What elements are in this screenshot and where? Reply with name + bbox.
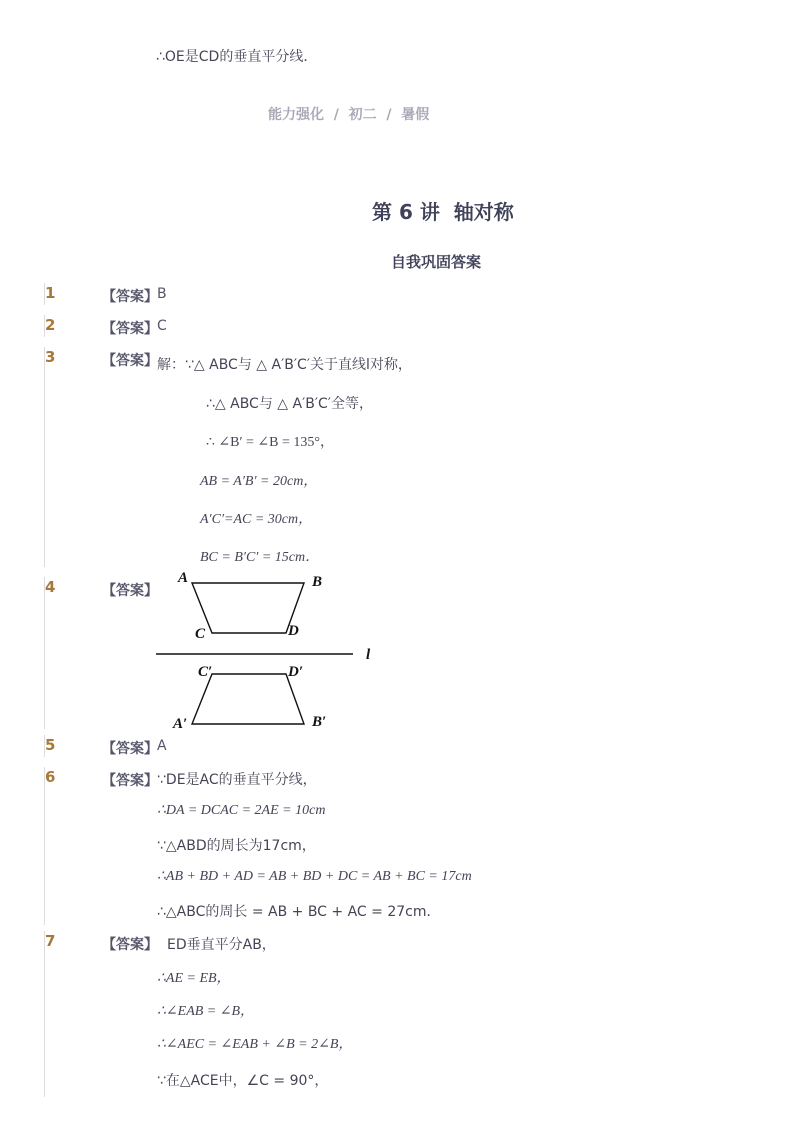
answer-tag: 【答案】 [102, 353, 158, 369]
solution-line: ED垂直平分AB， [167, 937, 276, 953]
solution-line: ∵在△ACE中，∠C = 90°， [157, 1073, 329, 1089]
vertex-label-d-prime: D′ [288, 664, 304, 680]
top-line: ∴OE是CD的垂直平分线． [156, 49, 318, 65]
solution-line: ∵DE是AC的垂直平分线， [157, 772, 317, 788]
solution-line: ∴AB + BD + AD = AB + BD + DC = AB + BC = 17cm [157, 869, 472, 884]
answer-text: A [157, 738, 167, 754]
item-number: 3 [45, 348, 56, 366]
answer-tag: 【答案】 [102, 289, 158, 305]
item-number: 6 [45, 768, 56, 786]
margin-rule [44, 577, 45, 729]
solution-line: AB = A′B′ = 20cm， [200, 474, 318, 489]
trapezoid-reflected [192, 674, 304, 724]
margin-rule [44, 931, 45, 1097]
vertex-label-a: A [178, 570, 189, 586]
margin-rule [44, 347, 45, 567]
vertex-label-b: B [312, 574, 323, 590]
answer-tag: 【答案】 [102, 321, 158, 337]
solution-line: ∴∠EAB = ∠B， [157, 1004, 255, 1019]
solution-line: ∴DA = DCAC = 2AE = 10cm [157, 803, 326, 818]
item-number: 7 [45, 932, 56, 950]
answer-text: C [157, 318, 167, 334]
answer-tag: 【答案】 [102, 741, 158, 757]
item-number: 2 [45, 316, 56, 334]
answer-tag: 【答案】 [102, 583, 158, 599]
vertex-label-c: C [195, 626, 206, 642]
vertex-label-a-prime: A′ [173, 716, 188, 732]
section-title: 自我巩固答案 [391, 253, 482, 271]
chapter-title: 第 6 讲 轴对称 [372, 200, 514, 224]
answer-tag: 【答案】 [102, 937, 158, 953]
vertex-label-c-prime: C′ [198, 664, 213, 680]
solution-line: BC = B′C′ = 15cm． [200, 550, 320, 565]
solution-line: A′C′=AC = 30cm， [200, 512, 313, 527]
solution-line: ∴AE = EB， [157, 971, 231, 986]
solution-line: ∴ ∠B′ = ∠B = 135°， [206, 435, 334, 450]
item-number: 4 [45, 578, 56, 596]
vertex-label-d: D [288, 623, 299, 639]
solution-line: ∵△ABD的周长为17cm， [157, 838, 316, 854]
solution-line: ∴∠AEC = ∠EAB + ∠B = 2∠B， [157, 1037, 353, 1052]
answer-text: B [157, 286, 167, 302]
vertex-label-b-prime: B′ [312, 714, 327, 730]
solution-line: 解：∵△ ABC与 △ A′B′C′关于直线l对称， [157, 357, 412, 373]
solution-line: ∴△ABC的周长 = AB + BC + AC = 27cm． [157, 904, 441, 920]
solution-line: ∴△ ABC与 △ A′B′C′全等， [206, 396, 373, 412]
axis-label-l: l [366, 647, 371, 663]
item-number: 5 [45, 736, 56, 754]
running-header: 能力强化 / 初二 / 暑假 [268, 107, 430, 123]
margin-rule [44, 767, 45, 925]
reflection-figure [150, 566, 390, 736]
item-number: 1 [45, 284, 56, 302]
answer-tag: 【答案】 [102, 773, 158, 789]
